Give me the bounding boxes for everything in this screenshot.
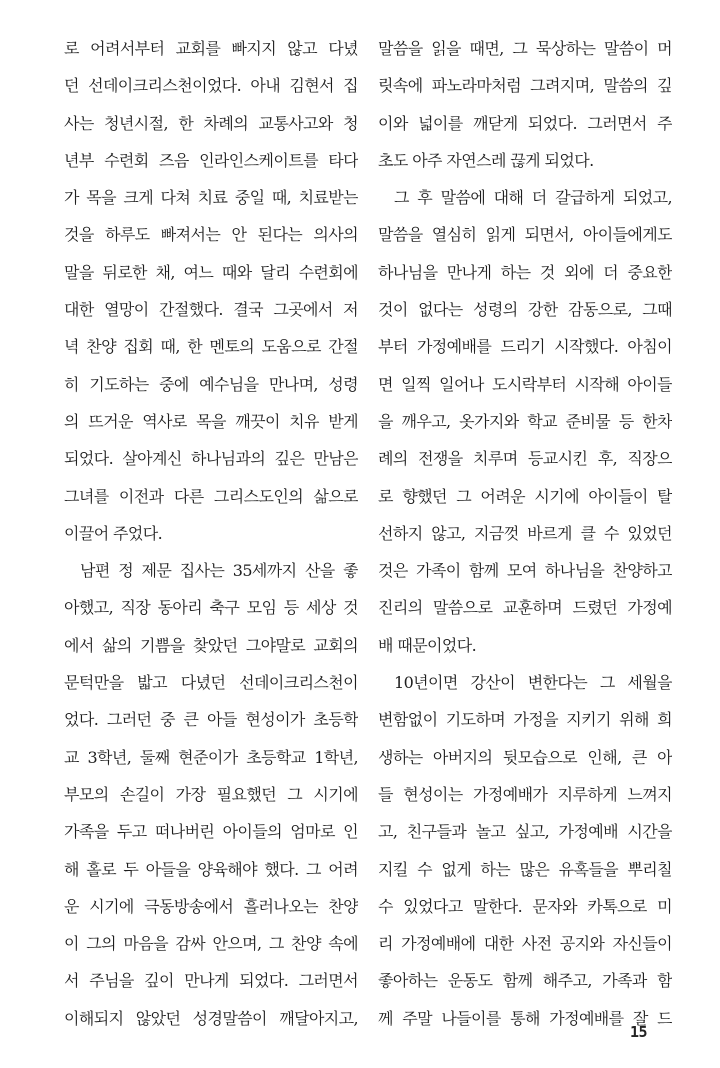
text-line: 가 목을 크게 다쳐 치료 중일 때, 치료받는 (64, 188, 358, 208)
text-line: 것을 하루도 빠져서는 안 된다는 의사의 (64, 225, 358, 245)
text-line: 말을 뒤로한 채, 여느 때와 달리 수련회에 (64, 262, 358, 282)
text-line: 말씀을 읽을 때면, 그 묵상하는 말씀이 머 (378, 39, 672, 58)
text-line: 교 3학년, 둘째 현준이가 초등학교 1학년, (64, 747, 358, 767)
text-line: 문턱만을 밟고 다녔던 선데이크리스천이 (64, 673, 358, 693)
text-line: 해 홀로 두 아들을 양육해야 했다. 그 어려 (64, 859, 358, 879)
text-line: 선하지 않고, 지금껏 바르게 클 수 있었던 (378, 523, 672, 543)
text-line: 에서 삶의 기쁨을 찾았던 그야말로 교회의 (64, 635, 358, 655)
text-line: 리 가정예배에 대한 사전 공지와 자신들이 (378, 934, 672, 954)
text-line: 의 뜨거운 역사로 목을 깨끗이 치유 받게 (64, 411, 358, 431)
page-number: 15 (630, 1023, 648, 1041)
text-line: 진리의 말씀으로 교훈하며 드렸던 가정예 (378, 598, 672, 618)
text-line: 부터 가정예배를 드리기 시작했다. 아침이 (378, 337, 672, 357)
text-line: 생하는 아버지의 뒷모습으로 인해, 큰 아 (378, 747, 672, 767)
text-line: 던 선데이크리스천이었다. 아내 김현서 집 (64, 76, 358, 96)
text-line: 께 주말 나들이를 통해 가정예배를 잘 드 (378, 1008, 672, 1028)
paragraph-start-line: 남편 정 제문 집사는 35세까지 산을 좋 (80, 561, 358, 581)
text-line: 히 기도하는 중에 예수님을 만나며, 성령 (64, 374, 358, 394)
text-line: 년부 수련회 즈음 인라인스케이트를 타다 (64, 150, 358, 170)
text-line: 례의 전쟁을 치루며 등교시킨 후, 직장으 (378, 449, 672, 469)
text-line: 사는 청년시절, 한 차례의 교통사고와 청 (64, 113, 358, 133)
paragraph-start-line: 그 후 말씀에 대해 더 갈급하게 되었고, (394, 188, 672, 208)
text-line: 이와 넓이를 깨닫게 되었다. 그러면서 주 (378, 113, 672, 133)
text-line: 이끌어 주었다. (64, 523, 163, 543)
text-line: 그녀를 이전과 다른 그리스도인의 삶으로 (64, 486, 358, 506)
text-line: 부모의 손길이 가장 필요했던 그 시기에 (64, 784, 358, 804)
text-line: 었다. 그러던 중 큰 아들 현성이가 초등학 (64, 710, 358, 730)
text-line: 대한 열망이 간절했다. 결국 그곳에서 저 (64, 300, 358, 320)
text-line: 로 어려서부터 교회를 빠지지 않고 다녔 (64, 39, 358, 58)
text-line: 수 있었다고 말한다. 문자와 카톡으로 미 (378, 896, 672, 916)
text-line: 말씀을 열심히 읽게 되면서, 아이들에게도 (378, 225, 672, 245)
text-line: 초도 아주 자연스레 끊게 되었다. (378, 150, 594, 170)
right-text-column (378, 30, 672, 1037)
text-line: 이해되지 않았던 성경말씀이 깨달아지고, (64, 1008, 358, 1028)
left-text-column (64, 30, 358, 1037)
text-line: 배 때문이었다. (378, 635, 477, 655)
text-line: 서 주님을 깊이 만나게 되었다. 그러면서 (64, 971, 358, 991)
text-line: 아했고, 직장 동아리 축구 모임 등 세상 것 (64, 598, 358, 618)
text-line: 고, 친구들과 놀고 싶고, 가정예배 시간을 (378, 822, 672, 842)
text-line: 되었다. 살아계신 하나님과의 깊은 만남은 (64, 449, 358, 469)
text-line: 것이 없다는 성령의 강한 감동으로, 그때 (378, 300, 672, 320)
text-line: 로 향했던 그 어려운 시기에 아이들이 탈 (378, 486, 672, 506)
text-line: 이 그의 마음을 감싸 안으며, 그 찬양 속에 (64, 934, 358, 954)
text-line: 릿속에 파노라마처럼 그려지며, 말씀의 깊 (378, 76, 672, 96)
text-line: 을 깨우고, 옷가지와 학교 준비물 등 한차 (378, 411, 672, 431)
text-line: 운 시기에 극동방송에서 흘러나오는 찬양 (64, 896, 358, 916)
text-line: 면 일찍 일어나 도시락부터 시작해 아이들 (378, 374, 672, 394)
text-line: 좋아하는 운동도 함께 해주고, 가족과 함 (378, 971, 672, 991)
text-line: 것은 가족이 함께 모여 하나님을 찬양하고 (378, 561, 672, 581)
paragraph-start-line: 10년이면 강산이 변한다는 그 세월을 (394, 673, 672, 693)
text-line: 변함없이 기도하며 가정을 지키기 위해 희 (378, 710, 672, 730)
text-line: 지킬 수 없게 하는 많은 유혹들을 뿌리칠 (378, 859, 672, 879)
text-line: 하나님을 만나게 하는 것 외에 더 중요한 (378, 262, 672, 282)
text-line: 가족을 두고 떠나버린 아이들의 엄마로 인 (64, 822, 358, 842)
text-line: 녁 찬양 집회 때, 한 멘토의 도움으로 간절 (64, 337, 358, 357)
text-line: 들 현성이는 가정예배가 지루하게 느껴지 (378, 784, 672, 804)
